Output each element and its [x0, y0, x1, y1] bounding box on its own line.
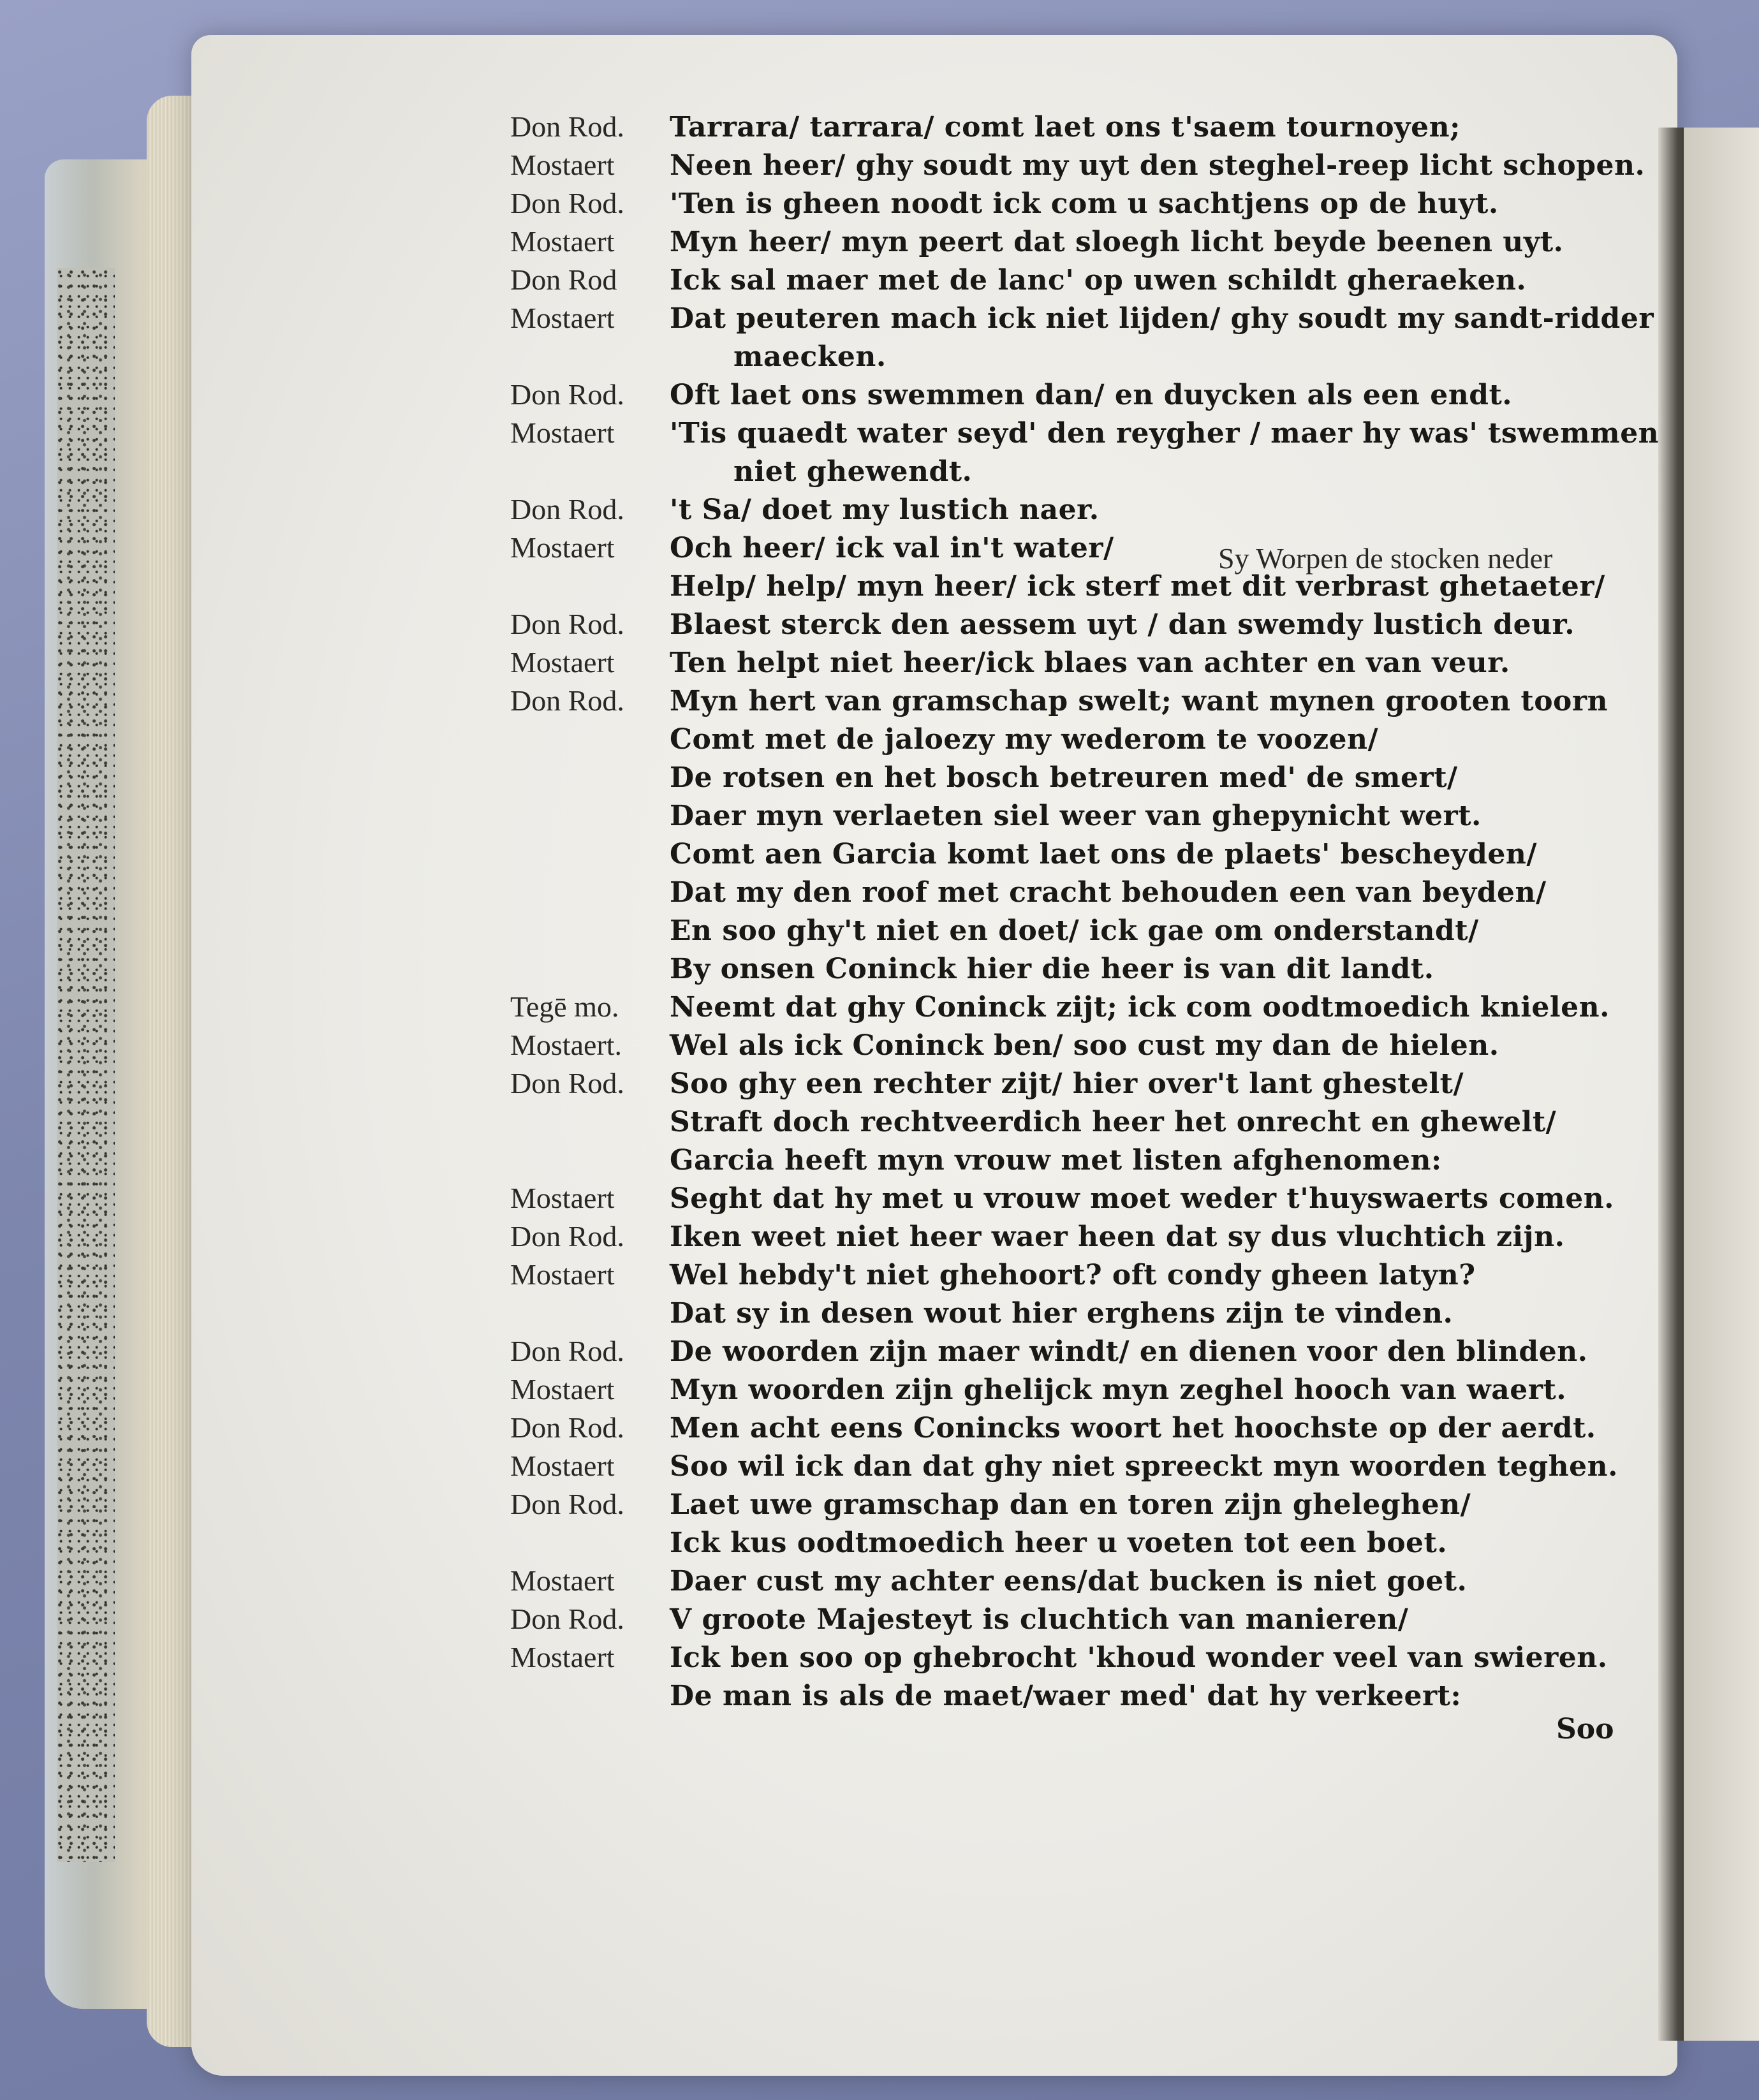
- speaker-label: Mostaert: [510, 1258, 615, 1291]
- verse-line: Comt met de jaloezy my wederom te voozen/: [670, 723, 1379, 756]
- speaker-label: Don Rod.: [510, 1220, 624, 1252]
- verse-line: De rotsen en het bosch betreuren med' de smert/: [670, 761, 1458, 794]
- speaker-label: Don Rod.: [510, 493, 624, 525]
- verse-line: V groote Majesteyt is cluchtich van manieren/: [670, 1603, 1409, 1636]
- verse-line: Dat my den roof met cracht behouden een van beyden/: [670, 876, 1547, 909]
- speaker-label: Don Rod.: [510, 1411, 624, 1444]
- speaker-label: Don Rod.: [510, 1335, 624, 1367]
- verse-line: Myn heer/ myn peert dat sloegh licht beyde beenen uyt.: [670, 226, 1564, 258]
- speaker-label: Mostaert: [510, 1564, 615, 1597]
- speaker-label: Don Rod.: [510, 1603, 624, 1635]
- verse-line: Iken weet niet heer waer heen dat sy dus vluchtich zijn.: [670, 1221, 1565, 1253]
- verse-line: Laet uwe gramschap dan en toren zijn gheleghen/: [670, 1488, 1471, 1521]
- speaker-label: Tegē mo.: [510, 990, 619, 1023]
- verse-line: niet ghewendt.: [733, 455, 973, 488]
- speaker-label: Don Rod.: [510, 187, 624, 219]
- speaker-label: Mostaert: [510, 225, 615, 258]
- verse-line: De woorden zijn maer windt/ en dienen voor den blinden.: [670, 1335, 1588, 1368]
- speaker-label: Don Rod.: [510, 110, 624, 143]
- verse-line: Soo ghy een rechter zijt/ hier over't lant ghestelt/: [670, 1068, 1464, 1100]
- verse-line: Comt aen Garcia komt laet ons de plaets' bescheyden/: [670, 838, 1537, 870]
- speaker-label: Mostaert: [510, 149, 615, 181]
- verse-line: Ick kus oodtmoedich heer u voeten tot een boet.: [670, 1527, 1448, 1559]
- verse-line: Daer cust my achter eens/dat bucken is niet goet.: [670, 1565, 1468, 1597]
- verse-line: 't Sa/ doet my lustich naer.: [670, 494, 1100, 526]
- verse-line: Dat sy in desen wout hier erghens zijn te vinden.: [670, 1297, 1454, 1330]
- speaker-label: Mostaert: [510, 1373, 615, 1406]
- speaker-label: Mostaert: [510, 531, 615, 564]
- verse-line: Soo wil ick dan dat ghy niet spreeckt myn woorden teghen.: [670, 1450, 1618, 1483]
- verse-line: De man is als de maet/waer med' dat hy verkeert:: [670, 1680, 1462, 1712]
- verse-line: Ick sal maer met de lanc' op uwen schildt gheraeken.: [670, 264, 1527, 297]
- verse-line: Ick ben soo op ghebrocht 'khoud wonder veel van swieren.: [670, 1641, 1608, 1674]
- verse-line: En soo ghy't niet en doet/ ick gae om onderstandt/: [670, 914, 1479, 947]
- verse-line: Ten helpt niet heer/ick blaes van achter en van veur.: [670, 647, 1510, 679]
- speaker-label: Don Rod.: [510, 378, 624, 411]
- verse-line: Myn woorden zijn ghelijck myn zeghel hooch van waert.: [670, 1374, 1567, 1406]
- verse-line: Help/ help/ myn heer/ ick sterf met dit verbrast ghetaeter/: [670, 570, 1605, 603]
- verse-line: Myn hert van gramschap swelt; want mynen grooten toorn: [670, 685, 1608, 717]
- verse-line: Och heer/ ick val in't water/: [670, 532, 1114, 564]
- verse-line: Garcia heeft myn vrouw met listen afghenomen:: [670, 1144, 1442, 1177]
- catchword: Soo: [1556, 1713, 1614, 1745]
- verse-line: Wel als ick Coninck ben/ soo cust my dan de hielen.: [670, 1029, 1499, 1062]
- verse-line: Blaest sterck den aessem uyt / dan swemdy lustich deur.: [670, 608, 1575, 641]
- speaker-label: Don Rod.: [510, 1488, 624, 1520]
- verse-line: By onsen Coninck hier die heer is van dit landt.: [670, 953, 1434, 985]
- verse-line: maecken.: [733, 341, 887, 373]
- verse-line: 'Ten is gheen noodt ick com u sachtjens op de huyt.: [670, 187, 1499, 220]
- speaker-label: Don Rod.: [510, 1067, 624, 1099]
- speaker-label: Mostaert: [510, 302, 615, 334]
- speaker-label: Mostaert: [510, 1450, 615, 1482]
- verse-line: Wel hebdy't niet ghehoort? oft condy gheen latyn?: [670, 1259, 1476, 1291]
- speaker-label: Mostaert: [510, 1641, 615, 1673]
- speaker-label: Don Rod: [510, 263, 617, 296]
- verse-line: Seght dat hy met u vrouw moet weder t'huyswaerts comen.: [670, 1182, 1615, 1215]
- verse-line: Neen heer/ ghy soudt my uyt den steghel-reep licht schopen.: [670, 149, 1645, 182]
- facing-page: [1684, 128, 1759, 2041]
- stage-direction: Sy Worpen de stocken neder: [1218, 542, 1553, 575]
- speaker-label: Mostaert: [510, 416, 615, 449]
- speckled-edge: [57, 268, 115, 1862]
- verse-line: Daer myn verlaeten siel weer van ghepynicht wert.: [670, 800, 1482, 832]
- verse-line: Men acht eens Conincks woort het hoochste op der aerdt.: [670, 1412, 1596, 1444]
- verse-line: Tarrara/ tarrara/ comt laet ons t'saem tournoyen;: [670, 111, 1461, 143]
- verse-line: Neemt dat ghy Coninck zijt; ick com oodtmoedich knielen.: [670, 991, 1610, 1024]
- speaker-label: Mostaert: [510, 646, 615, 679]
- speaker-label: Don Rod.: [510, 608, 624, 640]
- speaker-label: Mostaert: [510, 1182, 615, 1214]
- speaker-label: Don Rod.: [510, 684, 624, 717]
- speaker-label: Mostaert.: [510, 1029, 622, 1061]
- verse-line: 'Tis quaedt water seyd' den reygher / maer hy was' tswemmen: [670, 417, 1660, 450]
- verse-line: Dat peuteren mach ick niet lijden/ ghy soudt my sandt-ridder: [670, 302, 1654, 335]
- verse-line: Oft laet ons swemmen dan/ en duycken als een endt.: [670, 379, 1513, 411]
- verse-line: Straft doch rechtveerdich heer het onrecht en ghewelt/: [670, 1106, 1557, 1138]
